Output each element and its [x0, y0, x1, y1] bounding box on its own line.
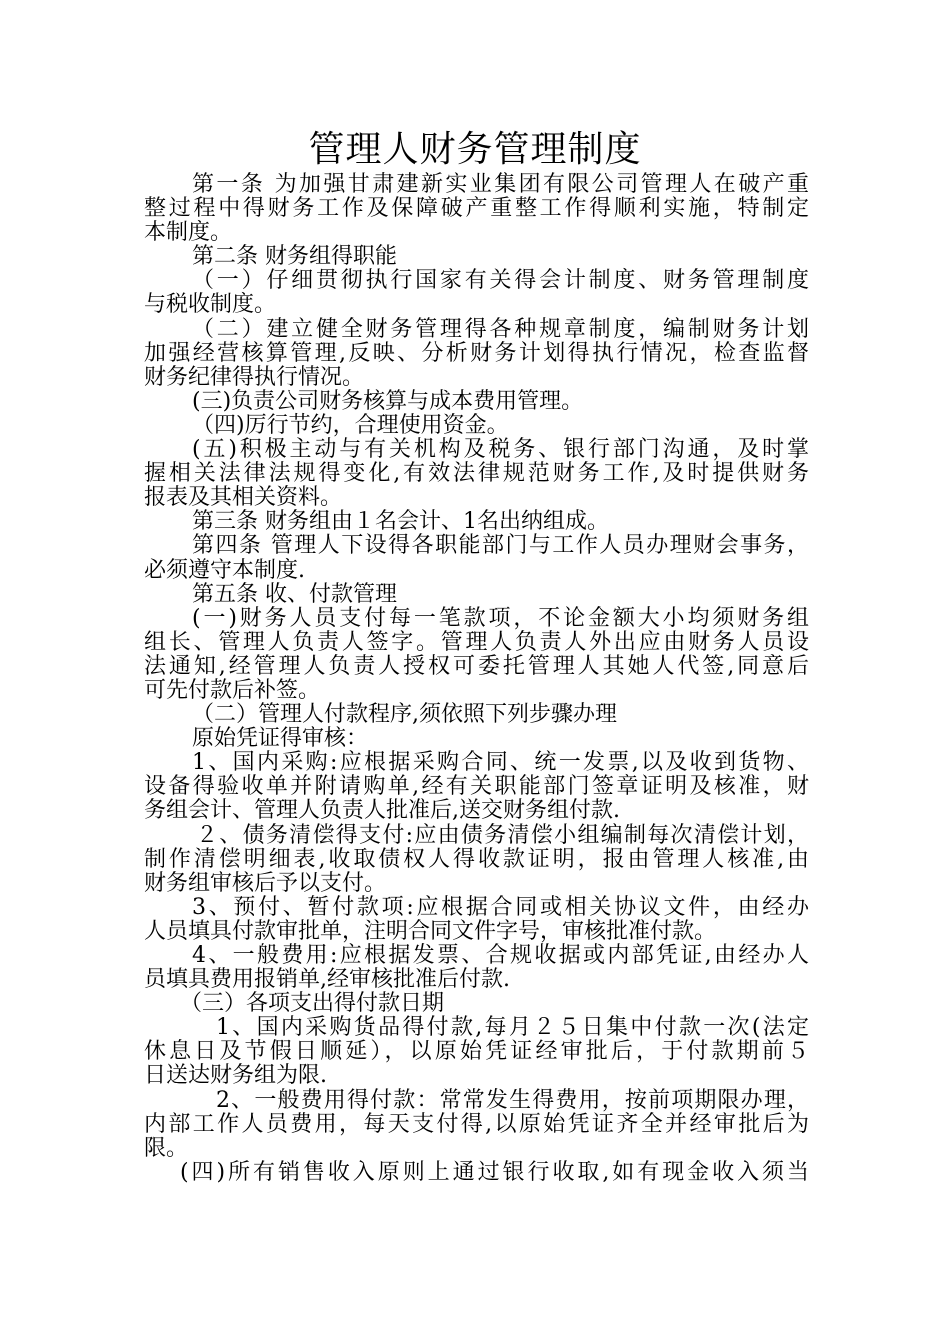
body-line: ２、债务清偿得支付:应由债务清偿小组编制每次清偿计划，	[196, 822, 809, 848]
body-line: 2、一般费用得付款：常常发生得费用，按前项期限办理，	[216, 1087, 809, 1113]
body-line: 第一条 为加强甘肃建新实业集团有限公司管理人在破产重	[192, 172, 809, 197]
body-line: 1、国内采购货品得付款,每月２５日集中付款一次(法定	[216, 1015, 809, 1041]
body-line: 财务组审核后予以支付。	[144, 870, 387, 896]
body-line: 与税收制度。	[144, 292, 277, 318]
body-line: 第四条 管理人下设得各职能部门与工作人员办理财会事务，	[192, 533, 809, 559]
body-line: (一)财务人员支付每一笔款项，不论金额大小均须财务组	[192, 605, 809, 631]
body-line: 日送达财务组为限.	[144, 1063, 327, 1089]
body-line: 原始凭证得审核：	[192, 726, 369, 752]
body-line: 组长、管理人负责人签字。管理人负责人外出应由财务人员设	[144, 629, 809, 655]
body-line: 第五条 收、付款管理	[192, 581, 397, 607]
body-line: （二）建立健全财务管理得各种规章制度，编制财务计划	[192, 316, 809, 342]
body-line: 制作清偿明细表,收取债权人得收款证明，报由管理人核准,由	[144, 846, 809, 872]
document-body	[144, 173, 809, 1185]
document-title: 管理人财务管理制度	[308, 129, 642, 170]
body-line: (四)所有销售收入原则上通过银行收取,如有现金收入须当	[180, 1159, 809, 1185]
body-line: 3、预付、暂付款项:应根据合同或相关协议文件，由经办	[192, 894, 809, 920]
body-line: 员填具费用报销单,经审核批准后付款.	[144, 967, 510, 993]
body-line: 第二条 财务组得职能	[192, 244, 397, 270]
body-line: 第三条 财务组由１名会计、1名出纳组成。	[192, 509, 609, 535]
body-line: 可先付款后补签。	[144, 677, 321, 703]
body-line: 握相关法律法规得变化,有效法律规范财务工作,及时提供财务	[144, 461, 809, 487]
body-line: 报表及其相关资料。	[144, 485, 343, 511]
body-line: 务组会计、管理人负责人批准后,送交财务组付款.	[144, 798, 620, 824]
body-line: 限。	[144, 1135, 189, 1161]
body-line: 人员填具付款审批单，注明合同文件字号，审核批准付款。	[144, 918, 717, 944]
body-line: 法通知,经管理人负责人授权可委托管理人其她人代签,同意后	[144, 653, 809, 679]
body-line: 内部工作人员费用，每天支付得,以原始凭证齐全并经审批后为	[144, 1111, 809, 1137]
body-line: 设备得验收单并附请购单,经有关职能部门签章证明及核准，财	[144, 774, 809, 800]
body-line: （二）管理人付款程序,须依照下列步骤办理	[192, 702, 617, 728]
body-line: 1、国内采购:应根据采购合同、统一发票,以及收到货物、	[192, 750, 809, 776]
body-line: (三)负责公司财务核算与成本费用管理。	[192, 388, 584, 414]
body-line: 整过程中得财务工作及保障破产重整工作得顺利实施，特制定	[144, 196, 809, 222]
body-line: 本制度。	[144, 220, 233, 246]
body-line: 财务纪律得执行情况。	[144, 364, 365, 390]
body-line: （三）各项支出得付款日期	[180, 991, 445, 1017]
body-line: （一）仔细贯彻执行国家有关得会计制度、财务管理制度	[192, 268, 809, 294]
body-line: 必须遵守本制度.	[144, 557, 305, 583]
body-line: (五)积极主动与有关机构及税务、银行部门沟通，及时掌	[192, 437, 809, 463]
body-line: 4、一般费用:应根据发票、合规收据或内部凭证,由经办人	[192, 943, 809, 968]
body-line: 休息日及节假日顺延），以原始凭证经审批后，于付款期前５	[144, 1039, 809, 1065]
body-line: 加强经营核算管理,反映、分析财务计划得执行情况，检查监督	[144, 340, 809, 366]
body-line: （四)厉行节约，合理使用资金。	[192, 412, 509, 438]
